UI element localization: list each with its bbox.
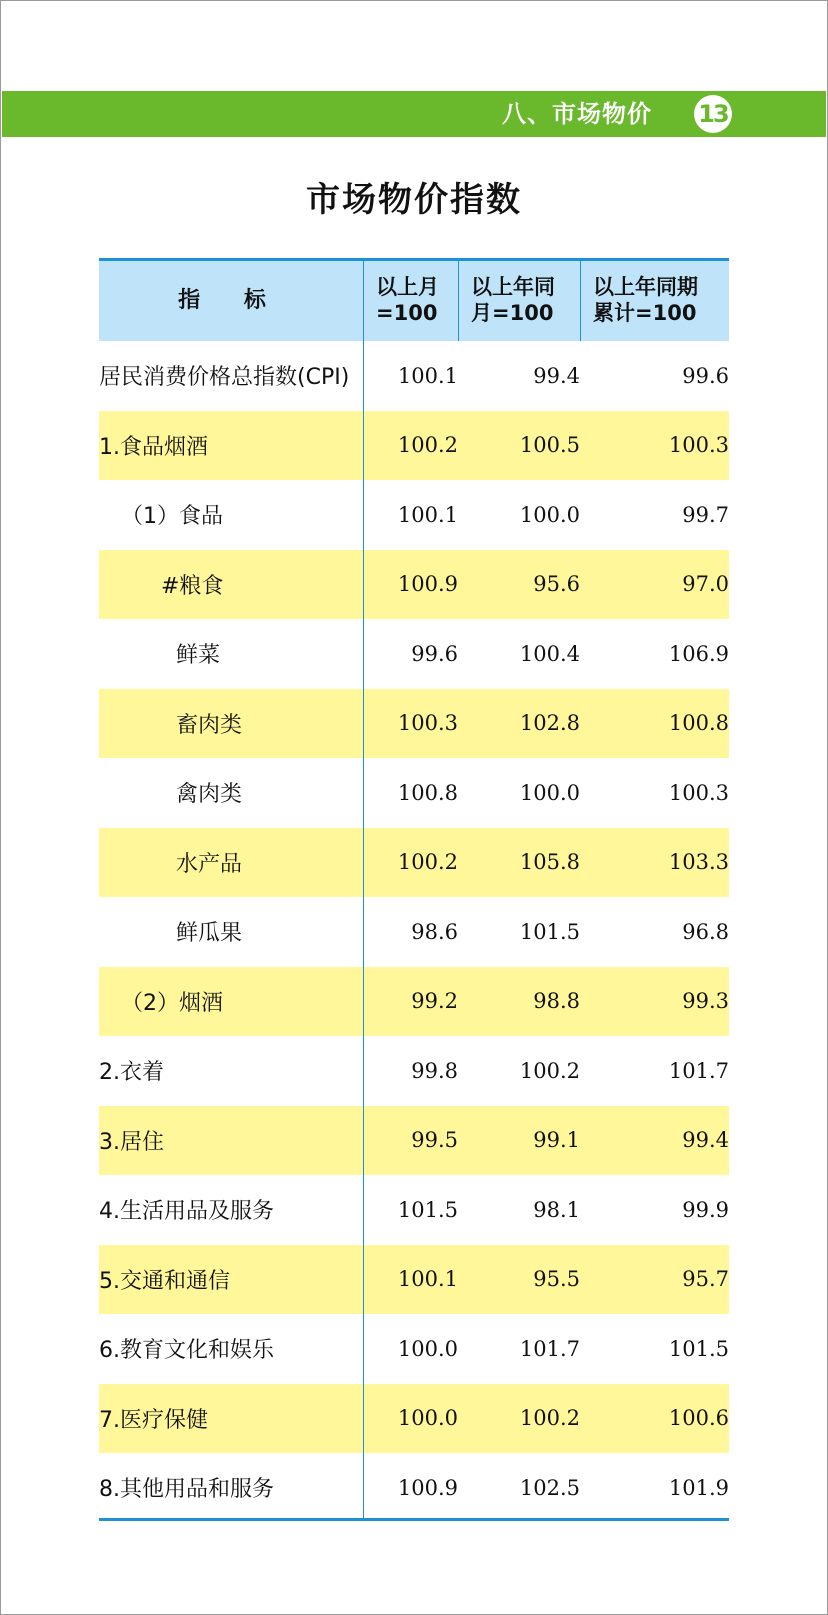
table-row: [99, 1245, 729, 1315]
row-label: 8.其他用品和服务: [99, 1477, 274, 1503]
table-row: [99, 1036, 729, 1106]
row-label: 禽肉类: [176, 782, 243, 808]
cell-cumulative: 100.3: [668, 433, 729, 458]
cell-cumulative: 99.3: [682, 989, 729, 1014]
cell-cumulative: 97.0: [682, 572, 729, 597]
cell-vs-same-month-last-year: 101.5: [519, 919, 580, 944]
cell-vs-last-month: 100.1: [397, 1267, 458, 1292]
cell-vs-same-month-last-year: 99.4: [533, 363, 580, 388]
row-label: #粮食: [161, 573, 224, 599]
cell-cumulative: 103.3: [668, 850, 729, 875]
cell-cumulative: 101.7: [668, 1058, 729, 1083]
table-row: [99, 550, 729, 620]
cell-vs-same-month-last-year: 95.5: [533, 1267, 580, 1292]
row-label: 鲜瓜果: [176, 921, 243, 947]
cell-vs-last-month: 98.6: [411, 919, 458, 944]
price-index-table: [99, 258, 729, 1523]
cell-vs-same-month-last-year: 100.4: [519, 641, 580, 666]
cell-cumulative: 101.5: [668, 1336, 729, 1361]
header-indicator: 指 标: [178, 288, 284, 313]
row-label: 1.食品烟酒: [99, 434, 208, 460]
table-bottom-rule: [99, 1518, 729, 1521]
row-label: 居民消费价格总指数(CPI): [99, 365, 350, 391]
cell-vs-last-month: 100.9: [397, 1475, 458, 1500]
row-label: 鲜菜: [176, 643, 221, 669]
cell-vs-same-month-last-year: 99.1: [533, 1128, 580, 1153]
table-row: [99, 1453, 729, 1523]
section-title: 八、市场物价: [502, 100, 652, 128]
table-row: [99, 1384, 729, 1454]
row-label: 3.居住: [99, 1129, 164, 1155]
cell-cumulative: 99.7: [682, 502, 729, 527]
cell-vs-same-month-last-year: 100.0: [519, 780, 580, 805]
row-label: （2）烟酒: [121, 990, 223, 1016]
cell-cumulative: 106.9: [668, 641, 729, 666]
cell-cumulative: 99.4: [682, 1128, 729, 1153]
table-row: [99, 828, 729, 898]
table-row: [99, 411, 729, 481]
cell-vs-same-month-last-year: 102.8: [519, 711, 580, 736]
cell-vs-last-month: 100.1: [397, 363, 458, 388]
cell-vs-same-month-last-year: 100.2: [519, 1058, 580, 1083]
row-label: （1）食品: [121, 504, 223, 530]
cell-vs-last-month: 101.5: [397, 1197, 458, 1222]
cell-vs-same-month-last-year: 100.5: [519, 433, 580, 458]
cell-vs-same-month-last-year: 100.0: [519, 502, 580, 527]
cell-cumulative: 100.3: [668, 780, 729, 805]
cell-vs-last-month: 100.8: [397, 780, 458, 805]
cell-vs-last-month: 99.8: [411, 1058, 458, 1083]
cell-vs-same-month-last-year: 98.8: [533, 989, 580, 1014]
cell-vs-last-month: 100.3: [397, 711, 458, 736]
cell-cumulative: 101.9: [668, 1475, 729, 1500]
cell-cumulative: 100.6: [668, 1406, 729, 1431]
cell-cumulative: 100.8: [668, 711, 729, 736]
cell-cumulative: 95.7: [682, 1267, 729, 1292]
row-label: 畜肉类: [176, 712, 243, 738]
table-row: [99, 1106, 729, 1176]
header-year: 以上年同 月=100: [458, 261, 580, 341]
section-banner: [2, 91, 826, 137]
row-label: 6.教育文化和娱乐: [99, 1338, 274, 1364]
cell-vs-last-month: 100.9: [397, 572, 458, 597]
table-row: [99, 341, 729, 411]
column-divider: [363, 341, 364, 1521]
page-title: 市场物价指数: [306, 180, 522, 220]
cell-vs-same-month-last-year: 105.8: [519, 850, 580, 875]
cell-vs-last-month: 100.1: [397, 502, 458, 527]
cell-vs-last-month: 99.2: [411, 989, 458, 1014]
row-label: 4.生活用品及服务: [99, 1199, 274, 1225]
row-label: 2.衣着: [99, 1060, 164, 1086]
cell-vs-same-month-last-year: 98.1: [533, 1197, 580, 1222]
cell-vs-last-month: 100.0: [397, 1336, 458, 1361]
cell-cumulative: 99.9: [682, 1197, 729, 1222]
table-row: [99, 689, 729, 759]
table-body: [99, 341, 729, 1523]
cell-vs-same-month-last-year: 102.5: [519, 1475, 580, 1500]
cell-vs-last-month: 100.2: [397, 433, 458, 458]
cell-vs-last-month: 99.5: [411, 1128, 458, 1153]
table-row: [99, 619, 729, 689]
row-label: 水产品: [176, 851, 243, 877]
row-label: 5.交通和通信: [99, 1268, 230, 1294]
table-row: [99, 480, 729, 550]
table-header: [99, 258, 729, 341]
cell-vs-same-month-last-year: 100.2: [519, 1406, 580, 1431]
cell-cumulative: 99.6: [682, 363, 729, 388]
row-label: 7.医疗保健: [99, 1407, 208, 1433]
header-cumulative: 以上年同期 累计=100: [580, 261, 729, 341]
cell-vs-same-month-last-year: 101.7: [519, 1336, 580, 1361]
cell-vs-last-month: 100.0: [397, 1406, 458, 1431]
table-row: [99, 1314, 729, 1384]
table-row: [99, 967, 729, 1037]
header-month: 以上月 =100: [363, 261, 458, 341]
cell-vs-same-month-last-year: 95.6: [533, 572, 580, 597]
table-row: [99, 758, 729, 828]
cell-vs-last-month: 99.6: [411, 641, 458, 666]
table-row: [99, 897, 729, 967]
page-number-badge: 13: [694, 95, 732, 133]
cell-vs-last-month: 100.2: [397, 850, 458, 875]
table-row: [99, 1175, 729, 1245]
cell-cumulative: 96.8: [682, 919, 729, 944]
